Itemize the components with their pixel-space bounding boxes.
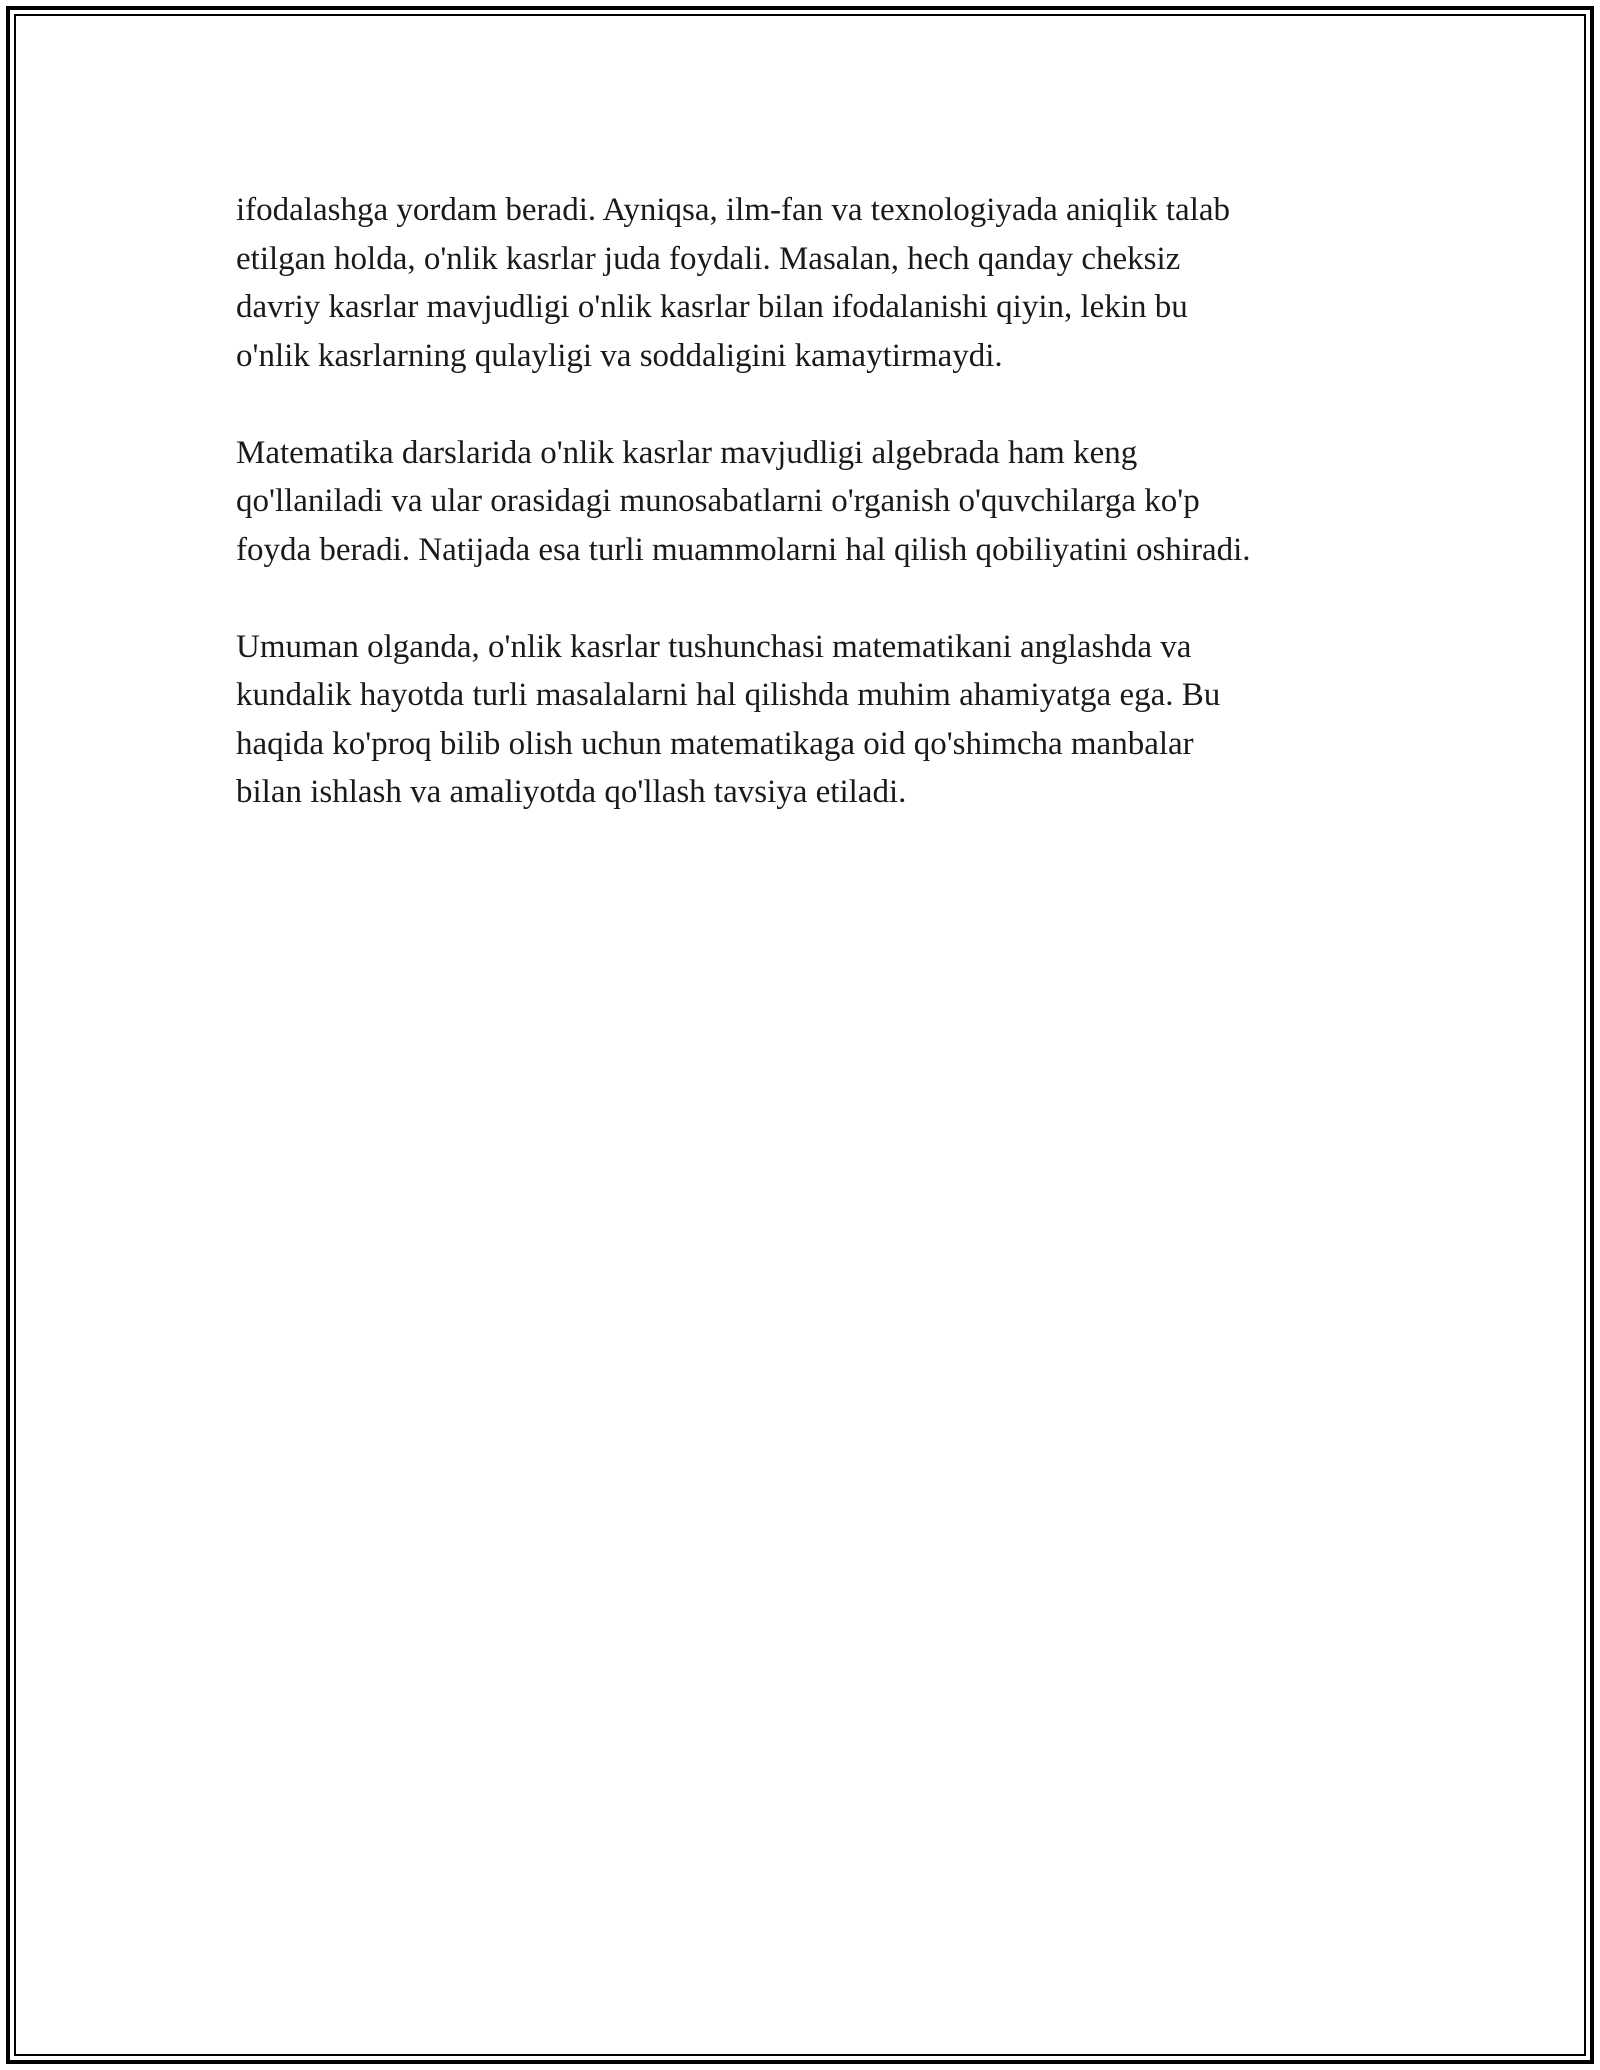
text-line: haqida ko'proq bilib olish uchun matematikaga oid qo'shimcha manbalar (236, 725, 1194, 762)
text-line: ifodalashga yordam beradi. Ayniqsa, ilm-fan va texnologiyada aniqlik talab (236, 192, 1231, 228)
text-line: etilgan holda, o'nlik kasrlar juda foydali. Masalan, hech qanday cheksiz (236, 240, 1181, 277)
text-line: Umuman olganda, o'nlik kasrlar tushunchasi matematikani anglashda va (236, 628, 1192, 665)
document-body (236, 186, 1376, 865)
paragraph-1 (236, 186, 1376, 380)
text-line: foyda beradi. Natijada esa turli muammolarni hal qilish qobiliyatini oshiradi. (236, 531, 1251, 568)
text-line: davriy kasrlar mavjudligi o'nlik kasrlar bilan ifodalanishi qiyin, lekin bu (236, 289, 1188, 325)
text-line: Matematika darslarida o'nlik kasrlar mavjudligi algebrada ham keng (236, 434, 1138, 471)
paragraph-2 (236, 429, 1376, 575)
text-line: qo'llaniladi va ular orasidagi munosabatlarni o'rganish o'quvchilarga ko'p (236, 483, 1200, 519)
paragraph-3 (236, 623, 1376, 817)
text-line: o'nlik kasrlarning qulayligi va soddaligini kamaytirmaydi. (236, 337, 1003, 374)
text-line: bilan ishlash va amaliyotda qo'llash tavsiya etiladi. (236, 774, 907, 810)
text-line: kundalik hayotda turli masalalarni hal qilishda muhim ahamiyatga ega. Bu (236, 677, 1221, 713)
